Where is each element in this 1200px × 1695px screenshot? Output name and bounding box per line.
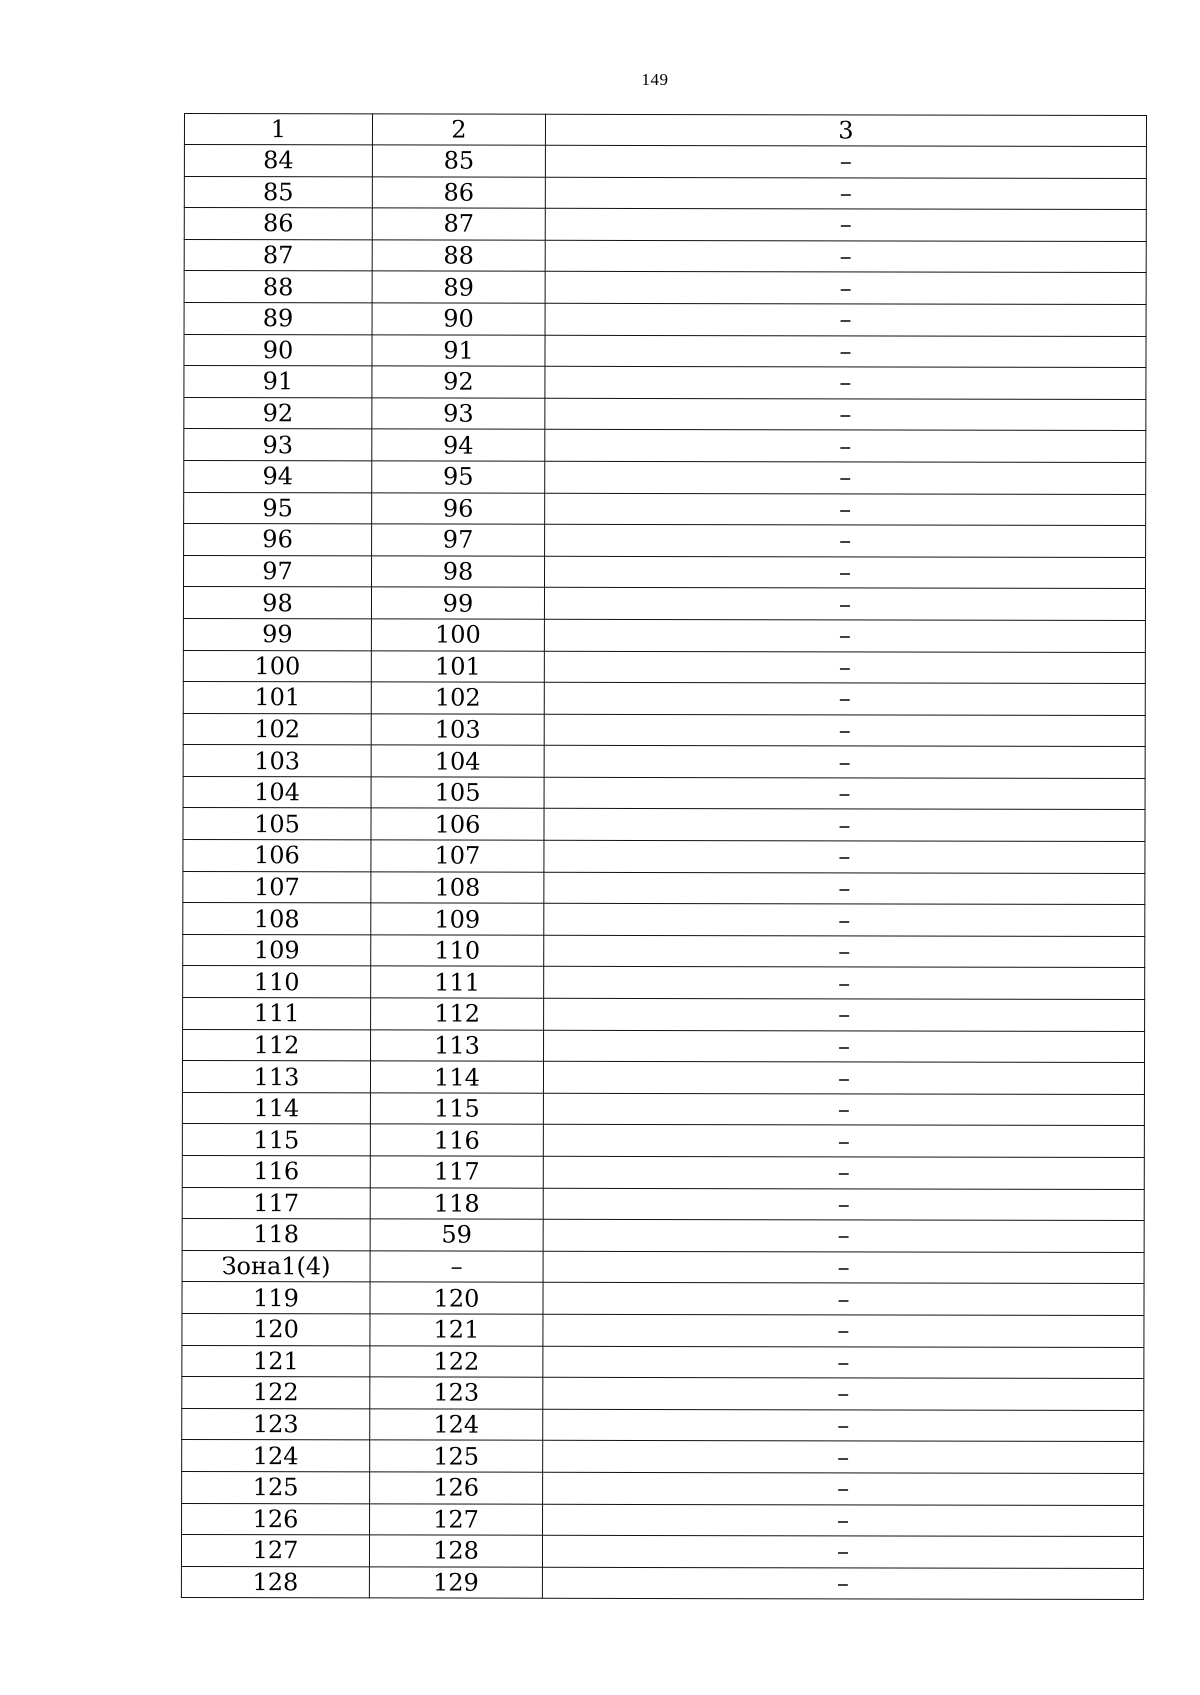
table-row bbox=[184, 429, 1146, 463]
table-cell-col3: – bbox=[543, 1251, 1144, 1284]
table-cell-col1: 109 bbox=[183, 934, 371, 966]
table-cell-col1: 119 bbox=[182, 1282, 370, 1314]
table-cell-col2: 112 bbox=[371, 998, 544, 1030]
header-cell-2: 2 bbox=[372, 114, 545, 145]
table-cell-col3: – bbox=[542, 1567, 1143, 1600]
table-row bbox=[183, 713, 1145, 747]
table-row bbox=[182, 1187, 1144, 1221]
table-cell-col3: – bbox=[544, 1030, 1145, 1063]
table-cell-col2: – bbox=[370, 1251, 543, 1283]
table-cell-col1: 112 bbox=[183, 1029, 371, 1061]
table-cell-col3: – bbox=[545, 461, 1146, 494]
table-cell-col3: – bbox=[544, 746, 1145, 779]
table-cell-col2: 91 bbox=[372, 334, 545, 366]
header-cell-3: 3 bbox=[545, 114, 1146, 146]
table-cell-col2: 95 bbox=[372, 461, 545, 493]
table-cell-col3: – bbox=[544, 935, 1145, 968]
table-row bbox=[183, 808, 1145, 842]
table-cell-col2: 117 bbox=[370, 1156, 543, 1188]
table-cell-col1: 104 bbox=[183, 776, 371, 808]
table-cell-col1: 128 bbox=[181, 1566, 369, 1598]
table-row bbox=[183, 903, 1145, 937]
table-cell-col1: 89 bbox=[184, 302, 372, 334]
table-row bbox=[182, 1219, 1144, 1253]
table-cell-col3: – bbox=[543, 1125, 1144, 1158]
table-cell-col1: 121 bbox=[182, 1345, 370, 1377]
table-cell-col1: 86 bbox=[184, 208, 372, 240]
table-cell-col1: Зона1(4) bbox=[182, 1250, 370, 1282]
table-cell-col3: – bbox=[545, 556, 1146, 589]
table-cell-col3: – bbox=[544, 809, 1145, 842]
table-cell-col2: 86 bbox=[372, 176, 545, 208]
table-cell-col3: – bbox=[543, 1409, 1144, 1442]
table-cell-col2: 111 bbox=[371, 966, 544, 998]
table-row bbox=[181, 1566, 1143, 1600]
table-cell-col3: – bbox=[544, 904, 1145, 937]
table-row bbox=[183, 966, 1145, 1000]
table-row bbox=[184, 555, 1146, 589]
table-cell-col3: – bbox=[543, 1156, 1144, 1189]
page-number: 149 bbox=[641, 70, 669, 89]
table-cell-col3: – bbox=[543, 1188, 1144, 1221]
table-row bbox=[182, 1282, 1144, 1316]
table-cell-col3: – bbox=[543, 1441, 1144, 1474]
table-cell-col2: 104 bbox=[371, 745, 544, 777]
table-row bbox=[182, 1377, 1144, 1411]
table-cell-col2: 118 bbox=[370, 1187, 543, 1219]
table-cell-col2: 127 bbox=[370, 1503, 543, 1535]
table-cell-col3: – bbox=[542, 1535, 1143, 1568]
table-cell-col3: – bbox=[544, 651, 1145, 684]
table-cell-col3: – bbox=[543, 1504, 1144, 1537]
table-cell-col2: 116 bbox=[370, 1124, 543, 1156]
table-cell-col2: 107 bbox=[371, 840, 544, 872]
table-cell-col3: – bbox=[545, 177, 1146, 210]
table-cell-col1: 111 bbox=[183, 998, 371, 1030]
table-cell-col2: 109 bbox=[371, 903, 544, 935]
table-cell-col1: 118 bbox=[182, 1219, 370, 1251]
table-row bbox=[184, 397, 1146, 431]
table-cell-col1: 94 bbox=[184, 460, 372, 492]
table-row bbox=[183, 1029, 1145, 1063]
table-cell-col2: 99 bbox=[371, 587, 544, 619]
table-row bbox=[182, 1124, 1144, 1158]
table-row bbox=[182, 1471, 1144, 1505]
table-row bbox=[183, 840, 1145, 874]
table-cell-col1: 124 bbox=[182, 1440, 370, 1472]
table-cell-col3: – bbox=[543, 1093, 1144, 1126]
table-cell-col2: 114 bbox=[370, 1061, 543, 1093]
table-cell-col2: 59 bbox=[370, 1219, 543, 1251]
table-cell-col2: 120 bbox=[370, 1282, 543, 1314]
table-cell-col1: 106 bbox=[183, 840, 371, 872]
table-row bbox=[182, 1061, 1144, 1095]
table-cell-col2: 115 bbox=[370, 1093, 543, 1125]
table-row bbox=[184, 460, 1146, 494]
table-cell-col2: 102 bbox=[371, 682, 544, 714]
table-row bbox=[183, 650, 1145, 684]
table-row bbox=[184, 239, 1146, 273]
table-cell-col1: 122 bbox=[182, 1377, 370, 1409]
table-cell-col3: – bbox=[545, 240, 1146, 273]
table-cell-col2: 98 bbox=[372, 556, 545, 588]
table-cell-col2: 121 bbox=[370, 1314, 543, 1346]
table-cell-col1: 110 bbox=[183, 966, 371, 998]
table-cell-col1: 95 bbox=[184, 492, 372, 524]
table-row bbox=[182, 1155, 1144, 1189]
table-row bbox=[184, 145, 1146, 179]
table-cell-col1: 120 bbox=[182, 1313, 370, 1345]
table-cell-col1: 99 bbox=[183, 618, 371, 650]
table-cell-col3: – bbox=[545, 493, 1146, 526]
table-cell-col2: 113 bbox=[371, 1030, 544, 1062]
table-cell-col1: 107 bbox=[183, 871, 371, 903]
table-row bbox=[182, 1440, 1144, 1474]
table-row bbox=[184, 271, 1146, 305]
table-cell-col2: 87 bbox=[372, 208, 545, 240]
table-row bbox=[182, 1092, 1144, 1126]
table-row bbox=[181, 1535, 1143, 1569]
table-row bbox=[184, 366, 1146, 400]
table-cell-col1: 96 bbox=[184, 524, 372, 556]
table-cell-col3: – bbox=[544, 998, 1145, 1031]
table-cell-col2: 88 bbox=[372, 240, 545, 272]
table-cell-col2: 93 bbox=[372, 398, 545, 430]
table-cell-col1: 108 bbox=[183, 903, 371, 935]
table-cell-col2: 97 bbox=[372, 524, 545, 556]
table-cell-col1: 126 bbox=[182, 1503, 370, 1535]
table-cell-col1: 105 bbox=[183, 808, 371, 840]
table-cell-col3: – bbox=[544, 777, 1145, 810]
table-cell-col3: – bbox=[545, 145, 1146, 178]
table-cell-col1: 102 bbox=[183, 713, 371, 745]
table-row bbox=[183, 618, 1145, 652]
table-cell-col2: 90 bbox=[372, 303, 545, 335]
table-cell-col1: 113 bbox=[182, 1061, 370, 1093]
table-cell-col2: 105 bbox=[371, 777, 544, 809]
table-cell-col1: 100 bbox=[183, 650, 371, 682]
table-cell-col2: 126 bbox=[370, 1472, 543, 1504]
table-cell-col3: – bbox=[544, 967, 1145, 1000]
table-cell-col3: – bbox=[543, 1061, 1144, 1094]
table-cell-col3: – bbox=[543, 1377, 1144, 1410]
table-cell-col1: 115 bbox=[182, 1124, 370, 1156]
table-cell-col1: 90 bbox=[184, 334, 372, 366]
table-row bbox=[184, 176, 1146, 210]
table-row bbox=[182, 1313, 1144, 1347]
table-cell-col3: – bbox=[544, 588, 1145, 621]
table-cell-col1: 97 bbox=[184, 555, 372, 587]
data-table bbox=[181, 113, 1147, 1600]
table-row bbox=[184, 492, 1146, 526]
table-cell-col2: 129 bbox=[369, 1567, 542, 1599]
table-cell-col1: 87 bbox=[184, 239, 372, 271]
table-cell-col1: 92 bbox=[184, 397, 372, 429]
table-cell-col3: – bbox=[545, 398, 1146, 431]
table-row bbox=[182, 1503, 1144, 1537]
table-cell-col2: 92 bbox=[372, 366, 545, 398]
table-row bbox=[184, 208, 1146, 242]
table-row bbox=[183, 587, 1145, 621]
table-cell-col3: – bbox=[543, 1472, 1144, 1505]
table-cell-col3: – bbox=[545, 208, 1146, 241]
table-row bbox=[184, 524, 1146, 558]
table-cell-col2: 128 bbox=[369, 1535, 542, 1567]
table-cell-col3: – bbox=[543, 1314, 1144, 1347]
header-cell-1: 1 bbox=[184, 114, 372, 145]
table-cell-col3: – bbox=[543, 1346, 1144, 1379]
table-cell-col1: 103 bbox=[183, 745, 371, 777]
table-cell-col2: 125 bbox=[370, 1440, 543, 1472]
table-cell-col2: 100 bbox=[371, 619, 544, 651]
table-cell-col1: 84 bbox=[184, 145, 372, 177]
table-row bbox=[184, 334, 1146, 368]
table-cell-col1: 117 bbox=[182, 1187, 370, 1219]
table-cell-col2: 123 bbox=[370, 1377, 543, 1409]
table-row bbox=[183, 682, 1145, 716]
table-cell-col3: – bbox=[543, 1219, 1144, 1252]
table-cell-col3: – bbox=[545, 303, 1146, 336]
table-row bbox=[183, 998, 1145, 1032]
table-row bbox=[183, 934, 1145, 968]
table-header-row bbox=[184, 114, 1146, 147]
table-cell-col3: – bbox=[544, 682, 1145, 715]
table-cell-col3: – bbox=[545, 272, 1146, 305]
table-row bbox=[183, 871, 1145, 905]
table-row bbox=[183, 745, 1145, 779]
table-cell-col1: 98 bbox=[183, 587, 371, 619]
table-cell-col1: 91 bbox=[184, 366, 372, 398]
table-cell-col2: 122 bbox=[370, 1345, 543, 1377]
table-cell-col3: – bbox=[543, 1283, 1144, 1316]
table-cell-col2: 103 bbox=[371, 714, 544, 746]
table-cell-col2: 89 bbox=[372, 271, 545, 303]
table-row bbox=[183, 776, 1145, 810]
table-cell-col1: 125 bbox=[182, 1471, 370, 1503]
table-body bbox=[181, 114, 1146, 1600]
table-cell-col3: – bbox=[545, 524, 1146, 557]
table-cell-col1: 123 bbox=[182, 1408, 370, 1440]
table-cell-col1: 85 bbox=[184, 176, 372, 208]
table-cell-col3: – bbox=[544, 619, 1145, 652]
table-row bbox=[182, 1408, 1144, 1442]
table-cell-col1: 101 bbox=[183, 682, 371, 714]
table-cell-col1: 127 bbox=[181, 1535, 369, 1567]
table-cell-col2: 94 bbox=[372, 429, 545, 461]
table-cell-col3: – bbox=[544, 840, 1145, 873]
table-cell-col1: 88 bbox=[184, 271, 372, 303]
table-cell-col2: 108 bbox=[371, 872, 544, 904]
table-cell-col2: 101 bbox=[371, 650, 544, 682]
table-cell-col3: – bbox=[544, 714, 1145, 747]
table-cell-col2: 106 bbox=[371, 808, 544, 840]
table-cell-col3: – bbox=[545, 366, 1146, 399]
table-cell-col1: 114 bbox=[182, 1092, 370, 1124]
table-cell-col1: 93 bbox=[184, 429, 372, 461]
table-cell-col3: – bbox=[544, 872, 1145, 905]
table-row bbox=[182, 1345, 1144, 1379]
table-row bbox=[182, 1250, 1144, 1284]
table-cell-col3: – bbox=[545, 430, 1146, 463]
table-row bbox=[184, 302, 1146, 336]
table-cell-col2: 124 bbox=[370, 1409, 543, 1441]
table-cell-col3: – bbox=[545, 335, 1146, 368]
table-cell-col1: 116 bbox=[182, 1155, 370, 1187]
table-cell-col2: 110 bbox=[371, 935, 544, 967]
table-cell-col2: 96 bbox=[372, 492, 545, 524]
table-cell-col2: 85 bbox=[372, 145, 545, 177]
